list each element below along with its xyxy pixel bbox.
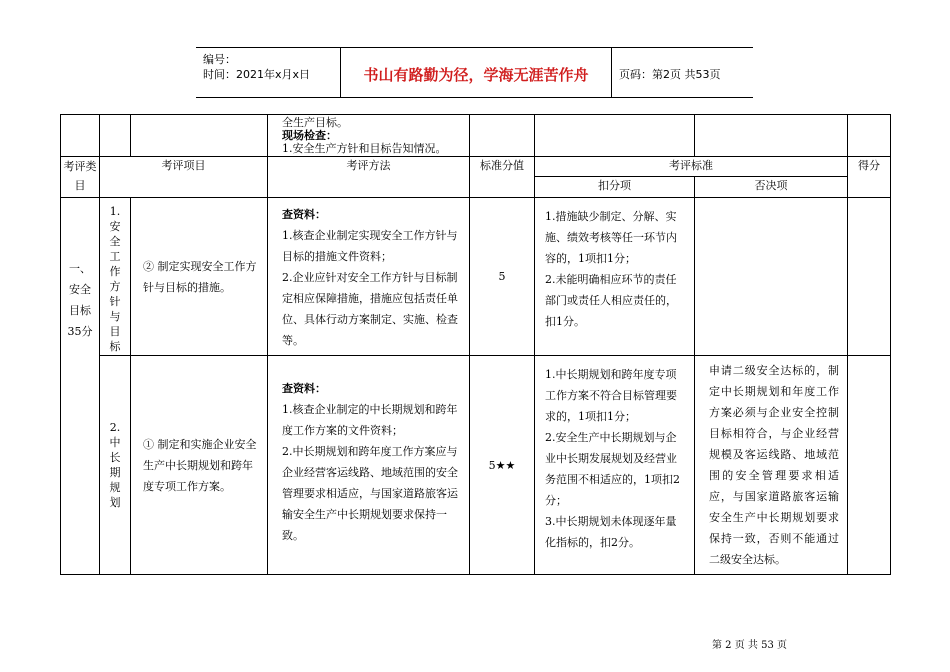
header-motto-cell (340, 48, 612, 97)
table-row (61, 356, 891, 575)
item-cell (131, 198, 268, 356)
deduct-line: 2.安全生产中长期规划与企业中长期发展规划及经营业务范围不相适应的，1项扣2分； (545, 431, 680, 507)
method-cell (268, 356, 470, 575)
deduct-line: 1.措施缺少制定、分解、实施、绩效考核等任一环节内容的，1项扣1分； (545, 210, 677, 265)
col-standard: 考评标准 (535, 157, 848, 177)
continuation-line: 全生产目标。 (282, 116, 348, 129)
deduct-line: 2.未能明确相应环节的责任部门或责任人相应责任的，扣1分。 (545, 273, 677, 328)
veto-cell (695, 198, 848, 356)
cell-empty (470, 115, 535, 157)
col-method: 考评方法 (268, 157, 470, 198)
sub-category-cell (100, 198, 131, 356)
method-title: 查资料： (282, 208, 326, 221)
sub-category-label: 1.安全工作方针与目标 (109, 205, 121, 353)
col-category (61, 157, 100, 198)
veto-cell (695, 356, 848, 575)
time-label: 时间：2021年x月x日 (203, 68, 311, 81)
table-row (61, 198, 891, 356)
sub-category-cell (100, 356, 131, 575)
cell-empty (131, 115, 268, 157)
cell-empty (848, 115, 891, 157)
cell-empty (61, 115, 100, 157)
deduct-line: 3.中长期规划未体现逐年量化指标的，扣2分。 (545, 515, 677, 549)
deduct-cell (535, 356, 695, 575)
item-text: ② 制定实现安全工作方针与目标的措施。 (143, 259, 257, 294)
result-cell (848, 356, 891, 575)
method-title: 查资料： (282, 382, 326, 395)
col-score: 标准分值 (470, 157, 535, 198)
column-header-row (61, 157, 891, 177)
onsite-check-title: 现场检查： (282, 129, 337, 142)
deduct-cell (535, 198, 695, 356)
motto: 书山有路勤为径，学海无涯苦作舟 (363, 66, 589, 84)
score-cell (470, 356, 535, 575)
veto-text: 申请二级安全达标的，制定中长期规划和年度工作方案必须与企业安全控制目标相符合，与企业经营规模及客运线路、地域范围的安全管理要求相适应，与国家道路旅客运输安全生产中长期规划要求保持一致，否则不能通过二级安全达标。 (709, 364, 839, 566)
cell-empty (535, 115, 695, 157)
category-cell (61, 198, 100, 575)
page-label: 页码：第2页 共53页 (619, 68, 721, 81)
item-text: ① 制定和实施企业安全生产中长期规划和跨年度专项工作方案。 (143, 437, 257, 493)
category-label: 一、安全目标35分 (67, 262, 93, 338)
page-header (196, 47, 753, 98)
deduct-line: 1.中长期规划和跨年度专项工作方案不符合目标管理要求的，1项扣1分； (545, 368, 677, 423)
continuation-method (268, 115, 470, 157)
header-meta (196, 48, 340, 97)
score-value: 5★★ (488, 458, 516, 472)
col-item: 考评项目 (100, 157, 268, 198)
cell-empty (695, 115, 848, 157)
header-page-cell (611, 48, 753, 97)
method-cell (268, 198, 470, 356)
item-cell (131, 356, 268, 575)
serial-label: 编号： (203, 53, 236, 66)
col-category-label: 考评类目 (63, 160, 97, 192)
result-cell (848, 198, 891, 356)
method-line: 1.核查企业制定实现安全工作方针与目标的措施文件资料； (282, 229, 458, 263)
col-result: 得分 (848, 157, 891, 198)
col-veto: 否决项 (695, 177, 848, 198)
score-value: 5 (498, 270, 506, 283)
score-cell (470, 198, 535, 356)
continuation-line: 1.安全生产方针和目标告知情况。 (282, 142, 447, 155)
sub-category-label: 2.中长期规划 (109, 421, 121, 509)
method-line: 1.核查企业制定的中长期规划和跨年度工作方案的文件资料； (282, 403, 458, 437)
page-footer: 第 2 页 共 53 页 (712, 640, 787, 651)
evaluation-table (60, 114, 891, 575)
method-line: 2.中长期规划和跨年度工作方案应与企业经营客运线路、地域范围的安全管理要求相适应，与国家道路旅客运输安全生产中长期规划要求保持一致。 (282, 445, 458, 542)
col-deduct: 扣分项 (535, 177, 695, 198)
method-line: 2.企业应针对安全工作方针与目标制定相应保障措施，措施应包括责任单位、具体行动方案制定、实施、检查等。 (282, 271, 458, 347)
continuation-row (61, 115, 891, 157)
cell-empty (100, 115, 131, 157)
